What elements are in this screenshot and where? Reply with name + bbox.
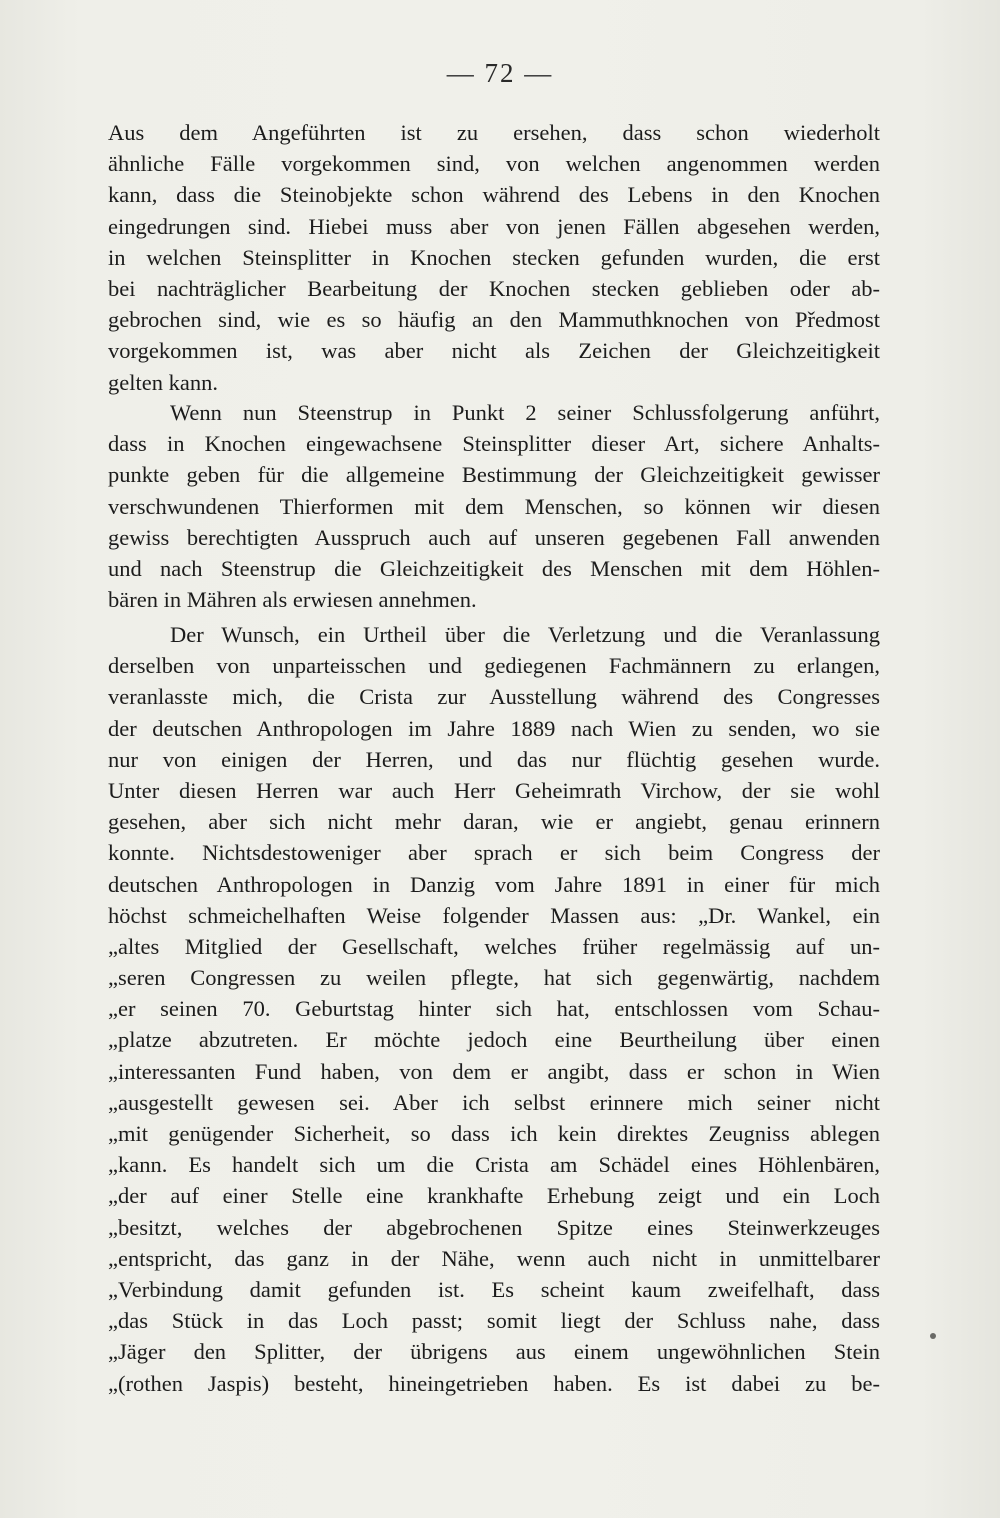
text-line: „mit genügender Sicherheit, so dass ich kein direktes Zeugniss ablegen: [108, 1121, 880, 1146]
text-line: der deutschen Anthropologen im Jahre 1889 nach Wien zu senden, wo sie: [108, 715, 880, 741]
text-line: derselben von unparteisschen und gediegenen Fachmännern zu erlangen,: [108, 653, 880, 679]
text-line: „der auf einer Stelle eine krankhafte Erhebung zeigt und ein Loch: [108, 1183, 880, 1209]
text-line: „das Stück in das Loch passt; somit liegt der Schluss nahe, dass: [108, 1308, 880, 1334]
text-line: „kann. Es handelt sich um die Crista am Schädel eines Höhlenbären,: [108, 1152, 880, 1178]
text-line: verschwundenen Thierformen mit dem Menschen, so können wir diesen: [108, 493, 880, 519]
text-line: „besitzt, welches der abgebrochenen Spitze eines Steinwerkzeuges: [108, 1214, 880, 1240]
text-line: veranlasste mich, die Crista zur Ausstellung während des Congresses: [108, 684, 880, 710]
text-line: Wenn nun Steenstrup in Punkt 2 seiner Schlussfolgerung anführt,: [170, 400, 880, 425]
text-line: Der Wunsch, ein Urtheil über die Verletzung und die Veranlassung: [170, 622, 880, 647]
text-line: „altes Mitglied der Gesellschaft, welches früher regelmässig auf un-: [108, 933, 880, 959]
text-line: Unter diesen Herren war auch Herr Geheimrath Virchow, der sie wohl: [108, 777, 880, 803]
text-line: in welchen Steinsplitter in Knochen stecken gefunden wurden, die erst: [108, 244, 880, 270]
text-line: bei nachträglicher Bearbeitung der Knochen stecken geblieben oder ab-: [108, 275, 880, 301]
paragraph-3: [108, 619, 880, 1399]
text-line: deutschen Anthropologen in Danzig vom Jahre 1891 in einer für mich: [108, 871, 880, 897]
text-line: vorgekommen ist, was aber nicht als Zeichen der Gleichzeitigkeit: [108, 338, 880, 364]
page-number: — 72 —: [446, 58, 554, 88]
text-line: „(rothen Jaspis) besteht, hineingetrieben haben. Es ist dabei zu be-: [108, 1370, 880, 1396]
text-line: eingedrungen sind. Hiebei muss aber von jenen Fällen abgesehen werden,: [108, 213, 880, 239]
text-line: „ausgestellt gewesen sei. Aber ich selbst erinnere mich seiner nicht: [108, 1089, 880, 1115]
text-line: „platze abzutreten. Er möchte jedoch eine Beurtheilung über einen: [108, 1027, 880, 1053]
text-line: „er seinen 70. Geburtstag hinter sich hat, entschlossen vom Schau-: [108, 996, 880, 1022]
text-line: „entspricht, das ganz in der Nähe, wenn auch nicht in unmittelbarer: [108, 1245, 880, 1271]
text-line: gesehen, aber sich nicht mehr daran, wie er angiebt, genau erinnern: [108, 809, 880, 835]
text-line: ähnliche Fälle vorgekommen sind, von welchen angenommen werden: [108, 151, 880, 177]
text-line: gewiss berechtigten Ausspruch auch auf unseren gegebenen Fall anwenden: [108, 524, 880, 550]
text-line: konnte. Nichtsdestoweniger aber sprach er sich beim Congress der: [108, 840, 880, 866]
text-line: kann, dass die Steinobjekte schon während des Lebens in den Knochen: [108, 182, 880, 208]
text-line: bären in Mähren als erwiesen annehmen.: [108, 587, 477, 613]
paragraph-2: [108, 397, 880, 615]
text-line: gelten kann.: [108, 369, 218, 395]
text-line: gebrochen sind, wie es so häufig an den Mammuthknochen von Předmost: [108, 307, 880, 333]
text-line: nur von einigen der Herren, und das nur flüchtig gesehen wurde.: [108, 746, 880, 772]
text-line: „seren Congressen zu weilen pflegte, hat sich gegenwärtig, nachdem: [108, 965, 880, 991]
text-line: „Verbindung damit gefunden ist. Es scheint kaum zweifelhaft, dass: [108, 1276, 880, 1302]
text-line: und nach Steenstrup die Gleichzeitigkeit des Menschen mit dem Höhlen-: [108, 555, 880, 581]
paper-speck: [930, 1333, 936, 1339]
text-line: höchst schmeichelhaften Weise folgender Massen aus: „Dr. Wankel, ein: [108, 902, 880, 928]
text-line: „interessanten Fund haben, von dem er angibt, dass er schon in Wien: [108, 1058, 880, 1084]
text-line: „Jäger den Splitter, der übrigens aus einem ungewöhnlichen Stein: [108, 1339, 880, 1365]
paragraph-1: [108, 117, 880, 398]
text-line: Aus dem Angeführten ist zu ersehen, dass schon wiederholt: [108, 120, 880, 145]
text-line: dass in Knochen eingewachsene Steinsplitter dieser Art, sichere Anhalts-: [108, 431, 880, 457]
text-line: punkte geben für die allgemeine Bestimmung der Gleichzeitigkeit gewisser: [108, 462, 880, 488]
